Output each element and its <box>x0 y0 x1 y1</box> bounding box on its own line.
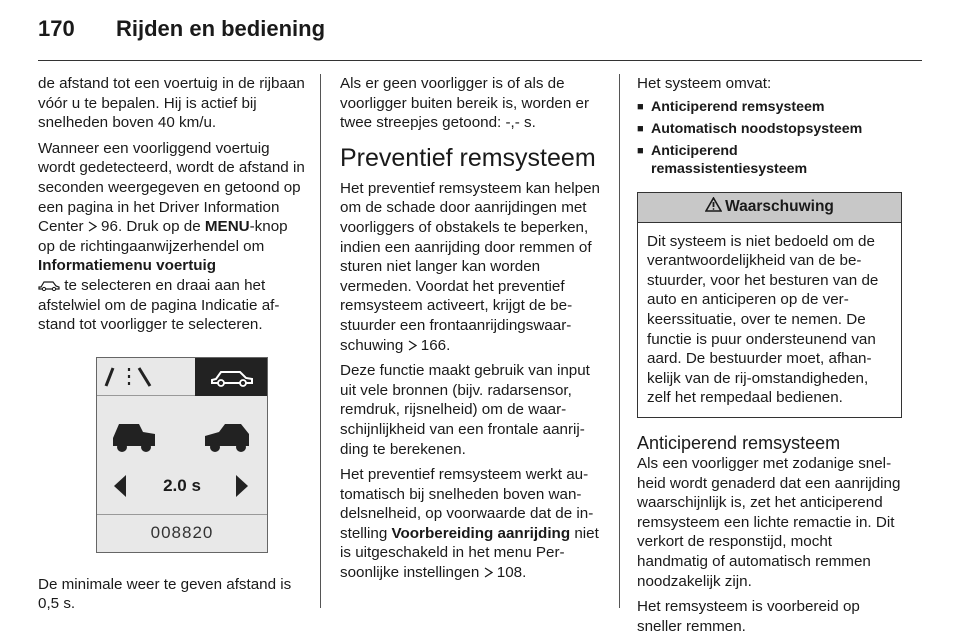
car-icon <box>38 277 64 294</box>
header-divider <box>38 60 922 61</box>
column-divider-2 <box>619 74 620 608</box>
page-ref[interactable]: 96 <box>101 218 118 236</box>
warning-text: Dit systeem is niet bedoeld om de verantwoordelijkheid van de bestuurder, voor het besturen van de auto en anticiperen op de verkeerssituatie, over te nemen. De functie is puur ondersteunend van aard. De bestuurder moet, afhankelijk van de rij-omstandigheden, zelf het rempedaal bedienen. <box>647 232 879 407</box>
lane-icon <box>103 366 155 388</box>
paragraph: Het preventief remsysteem werkt automatisch bij snelheden boven wandelsnelheid, op voorwaarde dat de instelling Voorbereiding aanrijding niet is uitgeschakeld in het menu Persoonlijke instellingen 108. <box>340 466 599 582</box>
warning-box <box>637 192 902 418</box>
paragraph: de afstand tot een voertuig in de rijbaan vóór u te bepalen. Hij is actief bij snelheden boven 40 km/u. <box>38 75 305 132</box>
paragraph: De minimale weer te geven afstand is 0,5 s. <box>38 575 292 613</box>
car-icon <box>209 367 255 387</box>
column-divider-1 <box>320 74 321 608</box>
subsection-heading: Anticiperend remsysteem <box>637 432 841 453</box>
menu-item-label: Informatiemenu voertuig <box>38 257 217 275</box>
warning-header <box>638 193 901 223</box>
page-header <box>38 16 325 50</box>
page-number: 170 <box>38 16 75 41</box>
page-ref-icon <box>88 218 101 235</box>
distance-display-illustration <box>96 357 268 553</box>
section-heading: Preventief remsysteem <box>340 143 596 172</box>
setting-label: Voorbereiding aanrijding <box>391 524 571 542</box>
warning-title: Waarschuwing <box>725 198 834 216</box>
chapter-title: Rijden en bediening <box>116 16 326 41</box>
paragraph: Het systeem omvat: <box>637 75 772 92</box>
list-item: ■ Anticiperend remsysteem <box>637 98 902 116</box>
arrow-right-icon <box>235 474 249 498</box>
feature-list <box>637 98 902 178</box>
column-3 <box>637 74 902 642</box>
paragraph: Wanneer een voorliggend voertuig wordt gedetecteerd, wordt de afstand in seconden weergegeven en getoond op een pagina in het Driver Information Center 96. Druk op de MENU-knop op de richtingaanwijzerhendel om Informatiemenu voertuig te selecteren en draai aan het afstelwiel om de pagina Indicatie afstand tot voorligger te selecteren. <box>38 139 305 334</box>
distance-readout: 2.0 s <box>163 475 201 495</box>
list-item: ■ Automatisch noodstopsysteem <box>637 120 902 138</box>
menu-button-label: MENU <box>204 218 250 236</box>
paragraph: Als er geen voorligger is of als de voorligger buiten bereik is, worden er twee streepjes getoond: -,- s. <box>340 75 590 132</box>
car-front-icon <box>201 418 253 454</box>
paragraph: Het preventief remsysteem kan helpen om de schade door aanrijdingen met voorliggers of obstakels te beperken, indien een aanrijding door remmen of sturen niet langer kan worden vermeden. Voordat het preventief remsysteem activeert, krijgt de bestuurder een frontaanrijdingswaarschuwing 166. <box>340 179 601 354</box>
column-1 <box>38 74 306 620</box>
warning-triangle-icon <box>705 197 722 218</box>
page-ref-icon <box>484 564 497 581</box>
car-badge <box>195 358 267 396</box>
paragraph: Deze functie maakt gebruik van input uit vele bronnen (bijv. radarsensor, remdruk, rijsnelheid) om de waarschijnlijkheid van een frontale aanrijding te berekenen. <box>340 362 590 458</box>
column-2 <box>340 74 605 589</box>
odometer-readout: 008820 <box>97 514 267 552</box>
display-top-bar <box>97 358 267 396</box>
page-ref[interactable]: 108 <box>496 564 523 582</box>
page-ref[interactable]: 166 <box>420 336 447 354</box>
page-ref-icon <box>408 337 421 354</box>
list-item: ■ Anticiperend remassistentiesysteem <box>637 142 807 178</box>
car-rear-icon <box>109 418 159 454</box>
paragraph: Als een voorligger met zodanige snelheid wordt genaderd dat een aanrijding waarschijnlijk is, zet het anticiperend remsysteem een lichte remactie in. Dit verkort de responstijd, mocht handmatig of automatisch remmen noodzakelijk zijn. <box>637 454 901 590</box>
paragraph: Het remsysteem is voorbereid op sneller remmen. <box>637 598 860 635</box>
